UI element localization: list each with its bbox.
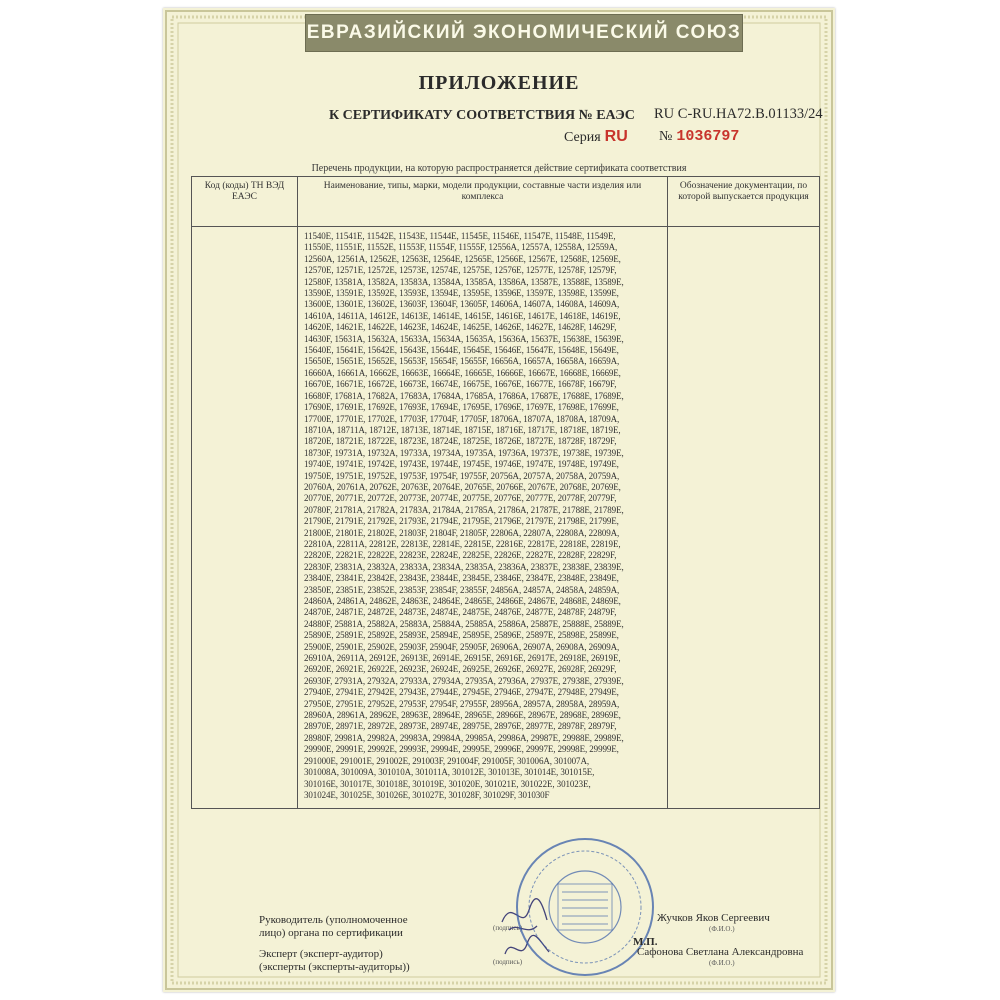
blank-number-value: 1036797 — [676, 128, 740, 145]
model-line: 25890E, 25891E, 25892E, 25893E, 25894E, 25895E, 25896E, 25897E, 25898E, 25899E, — [304, 630, 619, 641]
model-line: 16660A, 16661A, 16662E, 16663E, 16664E, 16665E, 16666E, 16667E, 16668E, 16669E, — [304, 367, 621, 378]
series-field — [564, 128, 628, 146]
mp-label: М.П. — [633, 936, 658, 948]
model-line: 28980F, 29981A, 29982A, 29983A, 29984A, 29985A, 29986A, 29987E, 29988E, 29989E, — [304, 732, 624, 743]
model-line: 21790E, 21791E, 21792E, 21793E, 21794E, 21795E, 21796E, 21797E, 21798E, 21799E, — [304, 516, 619, 527]
model-line: 26920E, 26921E, 26922E, 26923E, 26924E, 26925E, 26926E, 26927E, 26928F, 26929F, — [304, 664, 617, 675]
model-line: 22820E, 22821E, 22822E, 22823E, 22824E, 22825E, 22826E, 22827E, 22828F, 22829F, — [304, 550, 617, 561]
head-label-line-2: лицо) органа по сертификации — [259, 927, 403, 939]
model-line: 20780F, 21781A, 21782A, 21783A, 21784A, 21785A, 21786A, 21787E, 21788E, 21789E, — [304, 504, 624, 515]
model-line: 20760A, 20761A, 20762E, 20763E, 20764E, 20765E, 20766E, 20767E, 20768E, 20769E, — [304, 481, 621, 492]
model-line: 12580F, 13581A, 13582A, 13583A, 13584A, 13585A, 13586A, 13587E, 13588E, 13589E, — [304, 276, 624, 287]
header-code: Код (коды) ТН ВЭД ЕАЭС — [192, 177, 298, 227]
model-line: 13600E, 13601E, 13602E, 13603F, 13604F, 13605F, 14606A, 14607A, 14608A, 14609A, — [304, 299, 620, 310]
model-line: 14620E, 14621E, 14622E, 14623E, 14624E, 14625E, 14626E, 14627E, 14628F, 14629F, — [304, 322, 617, 333]
table-row — [192, 227, 820, 809]
model-line: 11540E, 11541E, 11542E, 11543E, 11544E, 11545E, 11546E, 11547E, 11548E, 11549E, — [304, 231, 616, 241]
model-line: 16670E, 16671E, 16672E, 16673E, 16674E, 16675E, 16676E, 16677E, 16678F, 16679F, — [304, 379, 617, 390]
header-name: Наименование, типы, марки, модели продукции, составные части изделия или комплекса — [298, 177, 668, 227]
fio-caption-2: (Ф.И.О.) — [709, 959, 735, 967]
table-header-row — [192, 177, 820, 227]
model-line: 26910A, 26911A, 26912E, 26913E, 26914E, 26915E, 26916E, 26917E, 26918E, 26919E, — [304, 653, 621, 664]
product-table — [191, 176, 820, 809]
head-label — [259, 914, 408, 940]
model-line: 291000E, 291001E, 291002E, 291003F, 291004F, 291005F, 301006A, 301007A, — [304, 755, 589, 766]
head-label-line-1: Руководитель (уполномоченное — [259, 914, 408, 926]
document-title: ПРИЛОЖЕНИЕ — [418, 72, 580, 94]
series-label: Серия — [564, 130, 601, 145]
model-line: 19740E, 19741E, 19742E, 19743E, 19744E, 19745E, 19746E, 19747E, 19748E, 19749E, — [304, 459, 619, 470]
model-line: 301024E, 301025E, 301026E, 301027E, 301028F, 301029F, 301030F — [304, 789, 550, 800]
model-line: 301016E, 301017E, 301018E, 301019E, 301020E, 301021E, 301022E, 301023E, — [304, 778, 591, 789]
model-line: 15650E, 15651E, 15652E, 15653F, 15654F, 15655F, 16656A, 16657A, 16658A, 16659A, — [304, 356, 620, 367]
series-value: RU — [604, 128, 628, 145]
model-line: 18730F, 19731A, 19732A, 19733A, 19734A, 19735A, 19736A, 19737E, 19738E, 19739E, — [304, 447, 624, 458]
model-line: 25900E, 25901E, 25902E, 25903F, 25904F, 25905F, 26906A, 26907A, 26908A, 26909A, — [304, 641, 620, 652]
blank-number-label: № — [659, 129, 673, 144]
model-line: 18710A, 18711A, 18712E, 18713E, 18714E, 18715E, 18716E, 18717E, 18718E, 18719E, — [304, 424, 621, 435]
model-line: 23850E, 23851E, 23852E, 23853F, 23854F, 23855F, 24856A, 24857A, 24858A, 24859A, — [304, 584, 620, 595]
content-area — [179, 8, 823, 992]
code-cell — [192, 227, 298, 809]
model-line: 28960A, 28961A, 28962E, 28963E, 28964E, 28965E, 28966E, 28967E, 28968E, 28969E, — [304, 710, 621, 721]
model-line: 12560A, 12561A, 12562E, 12563E, 12564E, 12565E, 12566E, 12567E, 12568E, 12569E, — [304, 253, 621, 264]
header-banner — [305, 14, 743, 52]
certificate-sheet — [163, 8, 835, 992]
model-line: 12570E, 12571E, 12572E, 12573E, 12574E, 12575E, 12576E, 12577E, 12578F, 12579F, — [304, 265, 617, 276]
model-line: 20770E, 20771E, 20772E, 20773E, 20774E, 20775E, 20776E, 20777E, 20778F, 20779F, — [304, 493, 617, 504]
models-cell — [298, 227, 668, 809]
model-list — [298, 227, 667, 801]
model-line: 26930F, 27931A, 27932A, 27933A, 27934A, 27935A, 27936A, 27937E, 27938E, 27939E, — [304, 675, 624, 686]
model-line: 22830F, 23831A, 23832A, 23833A, 23834A, 23835A, 23836A, 23837E, 23838E, 23839E, — [304, 561, 624, 572]
model-line: 14630F, 15631A, 15632A, 15633A, 15634A, 15635A, 15636A, 15637E, 15638E, 15639E, — [304, 333, 624, 344]
certificate-number: RU C-RU.НА72.В.01133/24 — [654, 106, 823, 122]
model-line: 11550E, 11551E, 11552E, 11553F, 11554F, 11555F, 12556A, 12557A, 12558A, 12559A, — [304, 242, 618, 253]
head-name: Жучков Яков Сергеевич — [657, 912, 770, 924]
fio-caption-1: (Ф.И.О.) — [709, 925, 735, 933]
docs-cell — [668, 227, 820, 809]
model-line: 301008A, 301009A, 301010A, 301011A, 301012E, 301013E, 301014E, 301015E, — [304, 767, 595, 778]
banner-text: ЕВРАЗИЙСКИЙ ЭКОНОМИЧЕСКИЙ СОЮЗ — [306, 22, 742, 43]
model-line: 22810A, 22811A, 22812E, 22813E, 22814E, 22815E, 22816E, 22817E, 22818E, 22819E, — [304, 538, 621, 549]
expert-label-line-2: (эксперты (эксперты-аудиторы)) — [259, 961, 410, 973]
model-line: 24880F, 25881A, 25882A, 25883A, 25884A, 25885A, 25886A, 25887E, 25888E, 25889E, — [304, 618, 624, 629]
model-line: 18720E, 18721E, 18722E, 18723E, 18724E, 18725E, 18726E, 18727E, 18728F, 18729F, — [304, 436, 617, 447]
model-line: 17690E, 17691E, 17692E, 17693E, 17694E, 17695E, 17696E, 17697E, 17698E, 17699E, — [304, 402, 619, 413]
model-line: 19750E, 19751E, 19752E, 19753F, 19754F, 19755F, 20756A, 20757A, 20758A, 20759A, — [304, 470, 620, 481]
model-line: 28970E, 28971E, 28972E, 28973E, 28974E, 28975E, 28976E, 28977E, 28978F, 28979F, — [304, 721, 617, 732]
expert-name: Сафонова Светлана Александровна — [637, 946, 804, 958]
document-subtitle: К СЕРТИФИКАТУ СООТВЕТСТВИЯ № ЕАЭС — [329, 108, 635, 123]
model-line: 24860A, 24861A, 24862E, 24863E, 24864E, 24865E, 24866E, 24867E, 24868E, 24869E, — [304, 596, 621, 606]
official-stamp — [514, 836, 656, 978]
model-line: 29990E, 29991E, 29992E, 29993E, 29994E, 29995E, 29996E, 29997E, 29998E, 29999E, — [304, 744, 619, 755]
model-line: 17700E, 17701E, 17702E, 17703F, 17704F, 17705F, 18706A, 18707A, 18708A, 18709A, — [304, 413, 620, 424]
model-line: 15640E, 15641E, 15642E, 15643E, 15644E, 15645E, 15646E, 15647E, 15648E, 15649E, — [304, 345, 619, 356]
signature-caption-1: (подпись) — [493, 924, 523, 932]
model-line: 24870E, 24871E, 24872E, 24873E, 24874E, 24875E, 24876E, 24877E, 24878F, 24879F, — [304, 607, 617, 618]
model-line: 27950E, 27951E, 27952E, 27953F, 27954F, 27955F, 28956A, 28957A, 28958A, 28959A, — [304, 698, 620, 709]
table-caption: Перечень продукции, на которую распространяется действие сертификата соответствия — [311, 163, 687, 174]
model-line: 13590E, 13591E, 13592E, 13593E, 13594E, 13595E, 13596E, 13597E, 13598E, 13599E, — [304, 288, 619, 299]
expert-label — [259, 948, 410, 974]
signature-caption-2: (подпись) — [493, 958, 523, 966]
model-line: 14610A, 14611A, 14612E, 14613E, 14614E, 14615E, 14616E, 14617E, 14618E, 14619E, — [304, 310, 621, 321]
model-line: 21800E, 21801E, 21802E, 21803F, 21804F, 21805F, 22806A, 22807A, 22808A, 22809A, — [304, 527, 620, 538]
header-docs: Обозначение документации, по которой выпускается продукция — [668, 177, 820, 227]
model-line: 23840E, 23841E, 23842E, 23843E, 23844E, 23845E, 23846E, 23847E, 23848E, 23849E, — [304, 573, 619, 584]
expert-label-line-1: Эксперт (эксперт-аудитор) — [259, 948, 383, 960]
blank-number-field — [659, 128, 739, 145]
model-line: 27940E, 27941E, 27942E, 27943E, 27944E, 27945E, 27946E, 27947E, 27948E, 27949E, — [304, 687, 619, 698]
model-line: 16680F, 17681A, 17682A, 17683A, 17684A, 17685A, 17686A, 17687E, 17688E, 17689E, — [304, 390, 624, 401]
